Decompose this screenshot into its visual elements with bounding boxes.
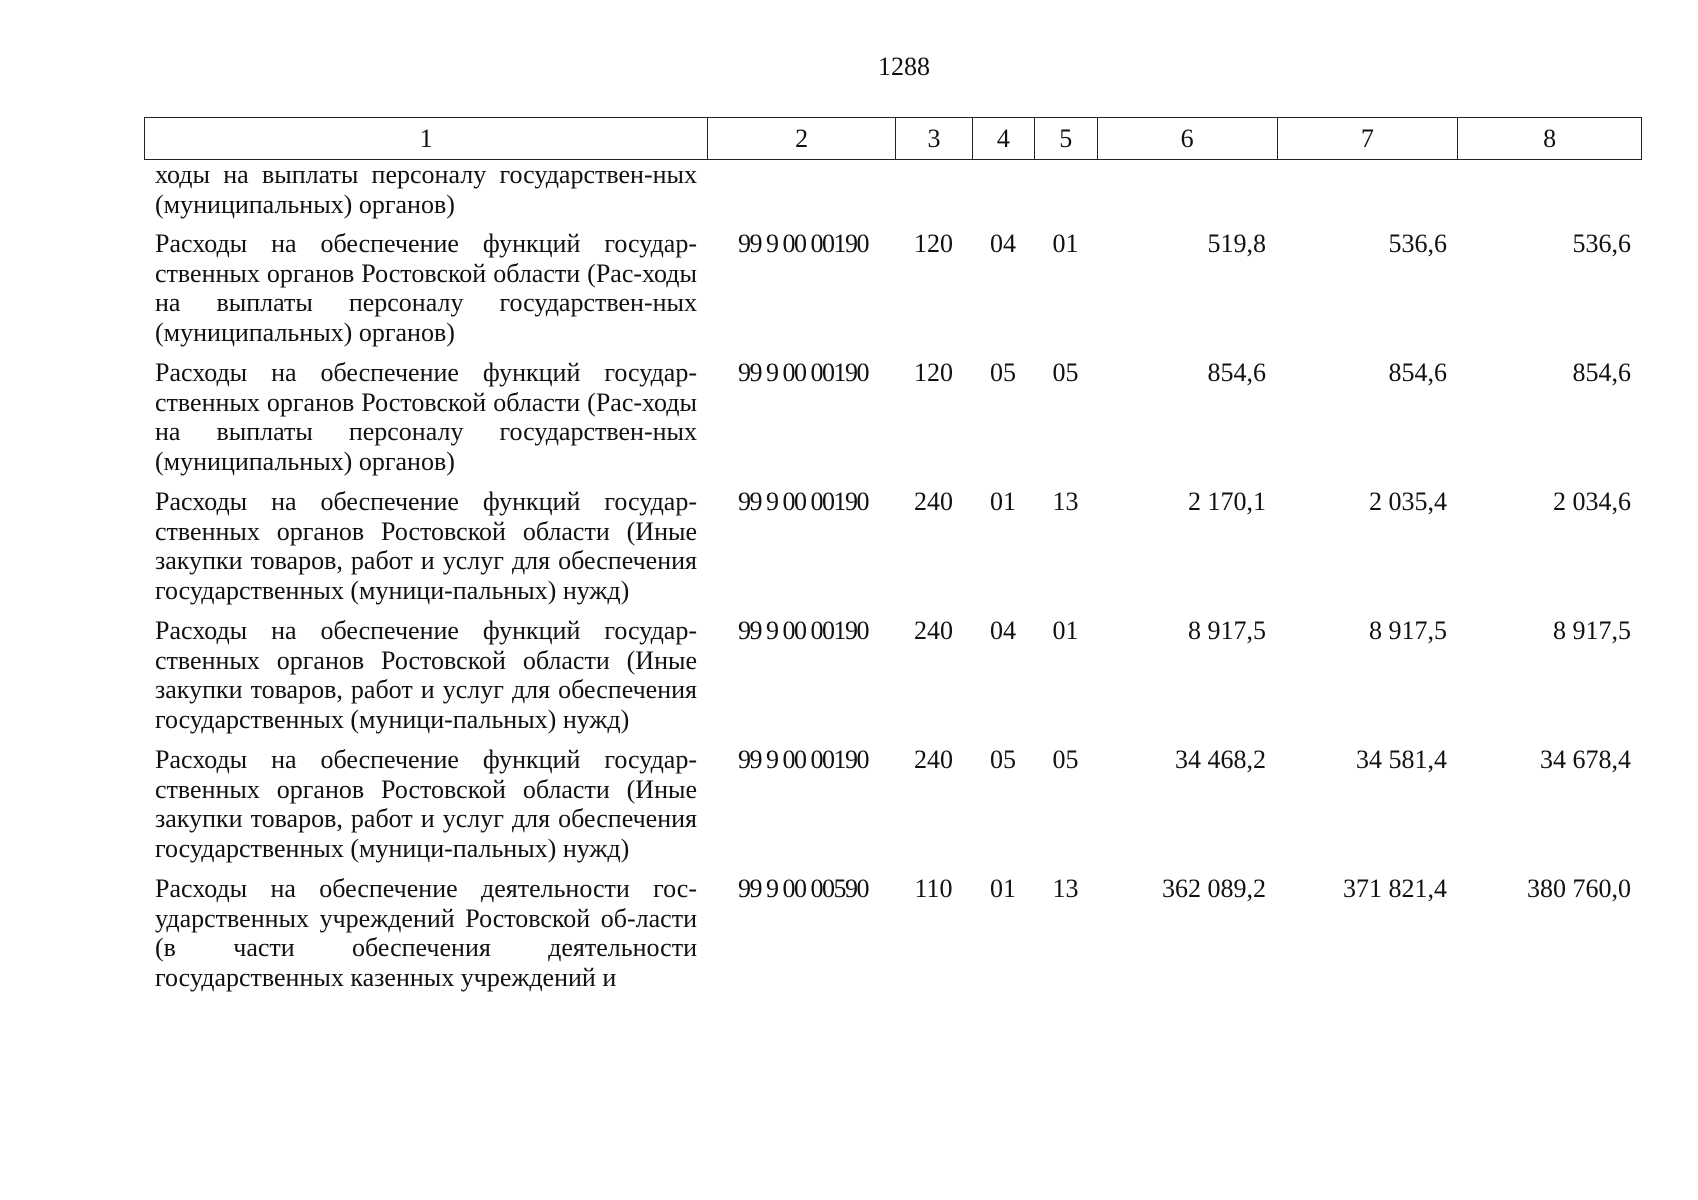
row-code: 99 9 00 00190 (738, 487, 868, 516)
table-body (144, 160, 1642, 992)
table-row (144, 358, 1642, 476)
row-col-4: 05 (990, 745, 1016, 774)
row-col-3: 120 (914, 358, 953, 387)
header-col-7: 7 (1277, 118, 1458, 159)
row-col-5: 13 (1052, 874, 1079, 903)
row-col-8: 854,6 (1572, 358, 1631, 387)
row-code: 99 9 00 00190 (738, 616, 868, 645)
table-row (144, 616, 1642, 734)
row-col-4: 05 (990, 358, 1016, 387)
row-description: Расходы на обеспечение функций государ-ственных органов Ростовской области (Иные закупки товаров, работ и услуг для обеспечения государственных (муници-пальных) нужд) (155, 745, 697, 863)
header-col-1: 1 (419, 123, 433, 153)
row-description: Расходы на обеспечение деятельности гос-ударственных учреждений Ростовской об-ласти (в части обеспечения деятельности государственных казенных учреждений и (155, 874, 697, 992)
header-col-2: 2 (707, 118, 895, 159)
row-col-3: 240 (914, 487, 953, 516)
row-col-8: 536,6 (1572, 229, 1631, 258)
row-code: 99 9 00 00190 (738, 358, 868, 387)
row-col-5: 13 (1052, 487, 1079, 516)
row-col-7: 854,6 (1388, 358, 1447, 387)
row-col-8: 2 034,6 (1553, 487, 1631, 516)
row-col-7: 2 035,4 (1369, 487, 1447, 516)
row-description: Расходы на обеспечение функций государ-ственных органов Ростовской области (Рас-ходы на выплаты персоналу государствен-ных (муниципальных) органов) (155, 229, 697, 347)
row-col-6: 519,8 (1207, 229, 1266, 258)
row-col-8: 8 917,5 (1553, 616, 1631, 645)
row-col-7: 34 581,4 (1356, 745, 1447, 774)
row-col-6: 854,6 (1207, 358, 1266, 387)
table-row (144, 487, 1642, 605)
row-col-5: 01 (1052, 229, 1079, 258)
row-col-5: 05 (1052, 745, 1079, 774)
row-col-3: 120 (914, 229, 953, 258)
row-col-6: 2 170,1 (1188, 487, 1266, 516)
row-col-6: 34 468,2 (1175, 745, 1266, 774)
header-col-4: 4 (972, 118, 1034, 159)
row-col-7: 536,6 (1388, 229, 1447, 258)
row-col-7: 371 821,4 (1343, 874, 1447, 903)
table-header (144, 117, 1642, 160)
table-row-continuation (144, 160, 1642, 219)
table-row (144, 874, 1642, 992)
row-col-4: 04 (990, 229, 1016, 258)
row-col-8: 380 760,0 (1527, 874, 1631, 903)
row-col-4: 01 (990, 487, 1016, 516)
row-col-6: 8 917,5 (1188, 616, 1266, 645)
row-col-5: 01 (1052, 616, 1079, 645)
row-description: Расходы на обеспечение функций государ-ственных органов Ростовской области (Иные закупки товаров, работ и услуг для обеспечения государственных (муници-пальных) нужд) (155, 616, 697, 734)
row-code: 99 9 00 00190 (738, 745, 868, 774)
row-description: ходы на выплаты персоналу государствен-ных (муниципальных) органов) (155, 160, 697, 219)
row-col-7: 8 917,5 (1369, 616, 1447, 645)
row-description: Расходы на обеспечение функций государ-ственных органов Ростовской области (Рас-ходы на выплаты персоналу государствен-ных (муниципальных) органов) (155, 358, 697, 476)
row-description: Расходы на обеспечение функций государ-ственных органов Ростовской области (Иные закупки товаров, работ и услуг для обеспечения государственных (муници-пальных) нужд) (155, 487, 697, 605)
header-col-8: 8 (1457, 118, 1641, 159)
row-col-4: 01 (990, 874, 1016, 903)
row-col-4: 04 (990, 616, 1016, 645)
row-col-6: 362 089,2 (1162, 874, 1266, 903)
header-col-3: 3 (895, 118, 972, 159)
row-col-3: 240 (914, 616, 953, 645)
page-number: 1288 (878, 52, 930, 81)
row-code: 99 9 00 00590 (738, 874, 868, 903)
table-row (144, 229, 1642, 347)
row-code: 99 9 00 00190 (738, 229, 868, 258)
row-col-5: 05 (1052, 358, 1079, 387)
header-col-6: 6 (1097, 118, 1277, 159)
header-col-5: 5 (1034, 118, 1097, 159)
row-col-3: 240 (914, 745, 953, 774)
table-row (144, 745, 1642, 863)
row-col-8: 34 678,4 (1540, 745, 1631, 774)
row-col-3: 110 (914, 874, 953, 903)
